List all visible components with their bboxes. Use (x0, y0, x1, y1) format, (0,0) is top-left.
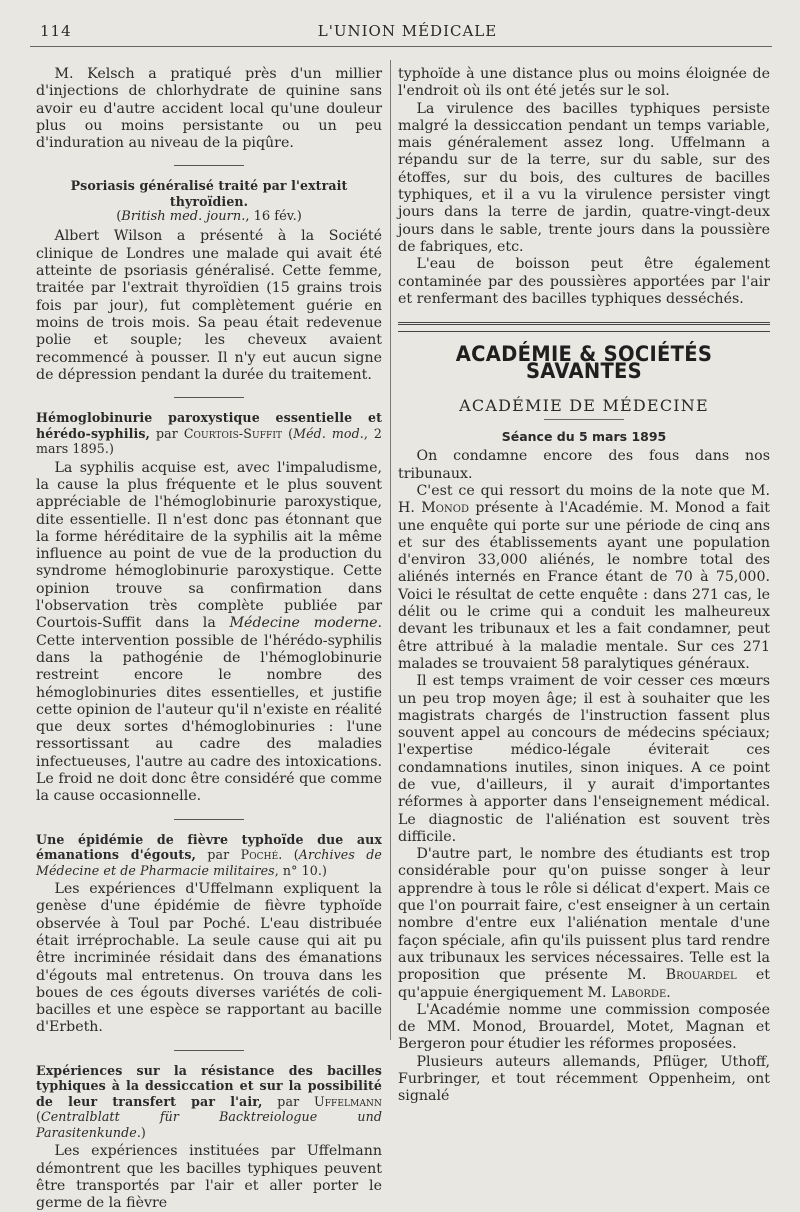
paragraph: L'eau de boisson peut être également contaminée par des poussières apportées par l'air et renfermant des bacilles typhiques desséchés. (398, 256, 770, 307)
article-title-text: Expériences sur la résistance des bacilles typhiques à la dessiccation et sur la possibilité de leur transfert par l'air, (36, 1062, 382, 1109)
article-by: par (196, 847, 241, 863)
reference-journal: Centralblatt für Backtreiologue und Parasitenkunde (36, 1109, 382, 1140)
reference-date: , 16 fév.) (245, 209, 302, 225)
article-body-hemoglobinurie (36, 460, 382, 806)
reference-journal: Méd. mod. (293, 425, 364, 441)
paragraph: On condamne encore des fous dans nos tribunaux. (398, 448, 770, 482)
paragraph: Plusieurs auteurs allemands, Pflüger, Uthoff, Furbringer, et tout récemment Oppenheim, ont signalé (398, 1053, 770, 1105)
reference-end: .) (136, 1124, 146, 1140)
body-text: . (666, 984, 671, 1001)
section-title: ACADÉMIE & SOCIÉTÉS SAVANTES (455, 342, 713, 384)
article-title-text: Une épidémie de fièvre typhoïde due aux émanations d'égouts, (36, 831, 382, 863)
article-by: par (262, 1093, 314, 1109)
person-name: Laborde (611, 984, 667, 1001)
journal-title: L'UNION MÉDICALE (317, 22, 498, 40)
separator-rule (174, 397, 244, 398)
article-body-epidemie: Les expériences d'Uffelmann expliquent la genèse d'une épidémie de fièvre typhoïde observée à Toul par Poché. L'eau distribuée était irréprochable. La seule cause qui ait pu être incriminée résidait dans des émanations d'égouts mal entretenus. On trouva dans les boues de ces égouts diverses variétés de coli-bacilles et une espèce se rapportant au bacille d'Erbeth. (36, 881, 382, 1036)
article-title-epidemie: Une épidémie de fièvre typhoïde due aux émanations d'égouts, par Poché. (Archives de Médecine et de Pharmacie militaires, n° 10.) (36, 831, 382, 878)
article-author: Poché (240, 847, 279, 863)
continued-paragraph: typhoïde à une distance plus ou moins éloignée de l'endroit où ils ont été jetés sur le sol. (398, 66, 770, 100)
intro-paragraph: M. Kelsch a pratiqué près d'un millier d'injections de chlorhydrate de quinine sans avoir eu d'autre accident local qu'une douleur plus ou moins persistante ou un peu d'induration au niveau de la piqûre. (36, 66, 382, 152)
left-column (36, 66, 382, 1212)
header-rule (30, 46, 772, 47)
article-title-hemoglobinurie: Hémoglobinurie paroxystique essentielle et hérédo-syphilis, par Courtois-Suffit (Méd. mod., 2 mars 1895.) (36, 410, 382, 457)
separator-rule (174, 165, 244, 166)
page-number: 114 (40, 22, 72, 40)
article-title-psoriasis (36, 178, 382, 209)
seance-date: Séance du 5 mars 1895 (501, 429, 667, 445)
paragraph-monod (398, 483, 770, 673)
separator-rule (174, 1050, 244, 1051)
body-text: et qu'appuie énergiquement M. (398, 967, 771, 1001)
separator-rule (174, 819, 244, 820)
body-text: . Cette intervention possible de l'hérédo-syphilis dans la pathogénie de l'hémoglobinurie restreint encore le nombre des hémoglobinuries dites essentielles, et justifie cette opinion de l'auteur qu'il n'existe en réalité que deux sortes d'hémoglobinuries : l'une ressortissant au cadre des maladies infectueuses, l'autre au cadre des intoxications. Le froid ne doit donc être considéré que comme la cause occasionnelle. (36, 615, 382, 805)
reference-number: , n° 10.) (274, 862, 327, 878)
reference-date: , 2 mars 1895.) (36, 425, 382, 457)
body-text: D'autre part, le nombre des étudiants est trop considérable pour qu'on puisse songer à leur apprendre à tous le rôle si délicat d'expert. Mais ce que l'on pourrait faire, c'est enseigner à un certain nombre d'entre eux l'aliénation mentale d'une façon spéciale, afin qu'ils puissent plus tard rendre aux tribunaux les services nécessaires. Telle est la proposition que présente M. (398, 846, 770, 984)
paragraph-brouardel (398, 846, 770, 1002)
reference-journal: British med. journ. (121, 209, 246, 225)
paragraph: Il est temps vraiment de voir cesser ces mœurs un peu trop moyen âge; il est à souhaiter que les magistrats chargés de l'instruction fassent plus souvent appel au concours de médecins spéciaux; l'expertise médico-légale éviterait ces condamnations inutiles, sinon iniques. A ce point de vue, d'ailleurs, il y aurait d'importantes réformes à apporter dans l'enseignement médical. Le diagnostic de l'aliénation est souvent très difficile. (398, 673, 770, 845)
subsection-title: ACADÉMIE DE MÉDECINE (459, 395, 709, 415)
article-author: Uffelmann (313, 1093, 382, 1109)
right-column (398, 66, 770, 1106)
person-name: Monod (421, 500, 469, 517)
article-body-experiences: Les expériences instituées par Uffelmann démontrent que les bacilles typhiques peuvent être transportés par l'air et aller porter le germe de la fièvre (36, 1143, 382, 1212)
article-body-psoriasis: Albert Wilson a présenté à la Société clinique de Londres une malade qui avait été atteinte de psoriasis généralisé. Cette femme, traitée par l'extrait thyroïdien (15 grains trois fois par jour), fut complètement guérie en moins de trois mois. Sa peau était redevenue polie et souple; les cheveux avaient recommencé à pousser. Il n'y eut aucun signe de dépression pendant la durée du traitement. (36, 228, 382, 383)
running-header (40, 22, 775, 44)
column-divider (390, 60, 391, 1040)
article-reference: (British med. journ., 16 fév.) (116, 209, 302, 225)
person-name: Brouardel (665, 967, 737, 984)
body-text: C'est ce qui ressort du moins de la note que M. H. (398, 482, 770, 517)
article-author: Courtois-Suffit (183, 425, 283, 441)
article-title-experiences: Expériences sur la résistance des bacilles typhiques à la dessiccation et sur la possibilité de leur transfert par l'air, par Uffelmann (Centralblatt für Backtreiologue und Parasitenkunde.) (36, 1062, 382, 1140)
body-text: présente à l'Académie. M. Monod a fait une enquête qui porte sur une période de cinq ans et sur des établissements ayant une population d'environ 33,000 aliénés, le nombre total des aliénés internés en France étant de 70 à 75,000. Voici le résultat de cette enquête : dans 271 cas, le délit ou le crime qui a conduit les malheureux devant les tribunaux et les a fait condamner, peut être attribué à la maladie mentale. Sur ces 271 malades se trouvaient 58 paralytiques généraux. (398, 500, 770, 672)
article-title-text: Hémoglobinurie paroxystique essentielle et hérédo-syphilis, (36, 410, 382, 441)
body-text: La syphilis acquise est, avec l'impaludisme, la cause la plus fréquente et le plus souvent appréciable de l'hémoglobinurie paroxystique, dite essentielle. Il n'est donc pas étonnant que la forme héréditaire de la syphilis ait la même influence au point de vue de la production du syndrome hémoglobinurie paroxystique. Cette opinion trouve sa confirmation dans l'observation très complète publiée par Courtois-Suffit dans la (36, 459, 382, 632)
reference-journal: Archives de Médecine et de Pharmacie militaires (36, 847, 382, 878)
body-italic: Médecine moderne (229, 615, 378, 632)
section-rule (398, 322, 770, 332)
paragraph: La virulence des bacilles typhiques persiste malgré la dessiccation pendant un temps variable, mais généralement assez long. Uffelmann a répandu sur de la terre, sur du sable, sur des étoffes, sur du bois, des cultures de bacilles typhiques, et il a vu la virulence persister vingt jours dans la terre de jardin, quatre-vingt-deux jours dans le sable, trente jours dans la poussière de fabriques, etc. (398, 100, 770, 255)
article-title-text: Psoriasis généralisé traité par l'extrait thyroïdien. (70, 178, 348, 209)
paragraph: L'Académie nomme une commission composée de MM. Monod, Brouardel, Motet, Magnan et Bergeron pour étudier les réformes proposées. (398, 1001, 770, 1053)
subsection-rule (544, 419, 624, 420)
article-by: par (150, 425, 184, 441)
